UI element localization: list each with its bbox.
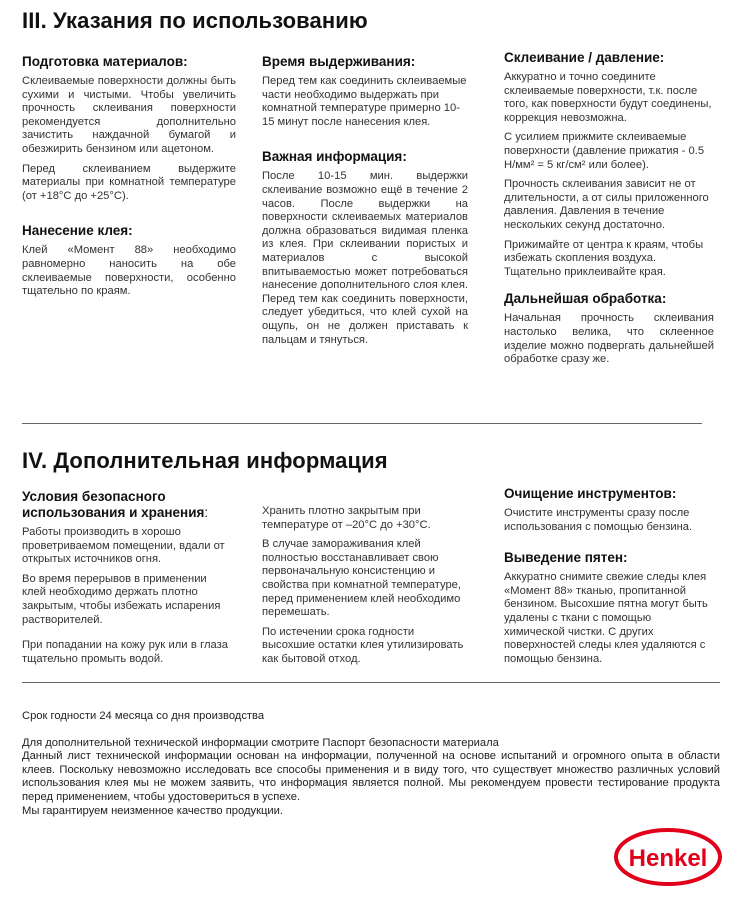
paragraph: Начальная прочность склеивания настолько велика, что склеенное изделие можно подвергать дальнейшей обработке сразу же. bbox=[504, 312, 714, 366]
section-divider bbox=[22, 423, 702, 424]
paragraph: Склеиваемые поверхности должны быть сухими и чистыми. Чтобы увеличить прочность склеивания поверхности рекомендуется дополнительно зачистить наждачной бумагой и обезжирить бензином или ацетоном. bbox=[22, 75, 236, 155]
paragraph: Аккуратно и точно соедините склеиваемые поверхности, т.к. после того, как поверхности будут соединены, коррекция невозможна. bbox=[504, 71, 712, 124]
heading-holding-time: Время выдерживания: bbox=[262, 54, 416, 69]
paragraph: Прочность склеивания зависит не от длительности, а от силы приложенного давления. Давления в течение нескольких секунд достаточно. bbox=[504, 178, 709, 231]
paragraph: Во время перерывов в применении клей необходимо держать плотно закрытым, чтобы избежать испарения растворителей. bbox=[22, 572, 221, 626]
paragraph: После 10-15 мин. выдержки склеивание возможно ещё в течение 2 часов. После выдержки на поверхности склеиваемых материалов должна образоваться видимая пленка из клея. При склеивании пористых и материалов с высокой впитываемостью может потребоваться нанесение дополнительного слоя клея. Перед тем как соединить поверхности, следует убедиться, что клей сухой на ощупь, он не должен приставать к пальцам и тянуться. bbox=[262, 170, 468, 346]
heading-glue-application: Нанесение клея: bbox=[22, 223, 133, 239]
paragraph: С усилием прижмите склеиваемые поверхности (давление прижатия - 0.5 Н/мм² = 5 кг/см² или более). bbox=[504, 131, 705, 171]
paragraph: Перед тем как соединить склеиваемые части необходимо выдержать при комнатной температуре примерно 10-15 минут после нанесения клея. bbox=[262, 75, 467, 128]
shelf-life-text: Срок годности 24 месяца со дня производства bbox=[22, 710, 265, 722]
section-3-title: III. Указания по использованию bbox=[22, 8, 368, 33]
logo-text: Henkel bbox=[628, 845, 708, 872]
paragraph: Аккуратно снимите свежие следы клея «Момент 88» тканью, пропитанной бензином. Высохшие пятна могут быть удалены с ткани с помощью химической чистки. С других поверхностей следы клея удаляются с помощью бензина. bbox=[504, 571, 708, 665]
heading-tool-cleaning: Очищение инструментов: bbox=[504, 486, 677, 501]
paragraph: Очистите инструменты сразу после использования с помощью бензина. bbox=[504, 507, 693, 533]
footer-disclaimer-text: Данный лист технической информации основан на информации, полученной на основе испытаний и огромного опыта в области клеев. Поскольку невозможно исследовать все способы применения и в виду того, что существует множество различных условий использования клея мы не можем заявить, что информация является полной. Мы рекомендуем провести тестирование продукта перед применением, чтобы удостовериться в успехе. bbox=[22, 750, 720, 803]
section-3-column-3 bbox=[504, 50, 714, 373]
section-4-column-1 bbox=[22, 489, 228, 672]
paragraph: В случае замораживания клей полностью восстанавливает свою первоначальную консистенцию и свойства при комнатной температуре, перед применением клей необходимо перемешать. bbox=[262, 538, 462, 619]
section-4-column-3 bbox=[504, 486, 714, 672]
paragraph: Клей «Момент 88» необходимо равномерно наносить на обе склеиваемые поверхности, особенно тщательно по краям. bbox=[22, 244, 236, 298]
heading-material-preparation: Подготовка материалов: bbox=[22, 54, 188, 69]
footer-quality-text: Мы гарантируем неизменное качество продукции. bbox=[22, 804, 284, 817]
paragraph: По истечении срока годности высохшие остатки клея утилизировать как бытовой отход. bbox=[262, 625, 464, 665]
footer bbox=[22, 710, 720, 818]
heading-safe-use-storage: Условия безопасного использования и хранения: bbox=[22, 489, 209, 520]
footer-divider bbox=[22, 682, 720, 683]
heading-bonding-pressure: Склеивание / давление: bbox=[504, 50, 665, 65]
paragraph: Хранить плотно закрытым при температуре от –20°С до +30°С. bbox=[262, 505, 431, 531]
heading-further-processing: Дальнейшая обработка: bbox=[504, 291, 667, 307]
heading-stain-removal: Выведение пятен: bbox=[504, 550, 628, 566]
section-4-column-2 bbox=[262, 505, 468, 673]
paragraph: Перед склеиванием выдержите материалы при комнатной температуре (от +18°С до +25°С). bbox=[22, 162, 236, 202]
heading-important-info: Важная информация: bbox=[262, 149, 407, 165]
section-4-title: IV. Дополнительная информация bbox=[22, 448, 388, 473]
section-3-column-1 bbox=[22, 54, 236, 305]
paragraph: Работы производить в хорошо проветриваемом помещении, вдали от открытых источников огня. bbox=[22, 526, 225, 566]
paragraph: Прижимайте от центра к краям, чтобы избежать скопления воздуха. Тщательно приклеивайте края. bbox=[504, 238, 704, 278]
paragraph: При попадании на кожу рук или в глаза тщательно промыть водой. bbox=[22, 639, 228, 665]
henkel-logo bbox=[614, 828, 722, 886]
section-3-column-2 bbox=[262, 54, 468, 353]
footer-safety-datasheet-text: Для дополнительной технической информации смотрите Паспорт безопасности материала bbox=[22, 736, 499, 749]
